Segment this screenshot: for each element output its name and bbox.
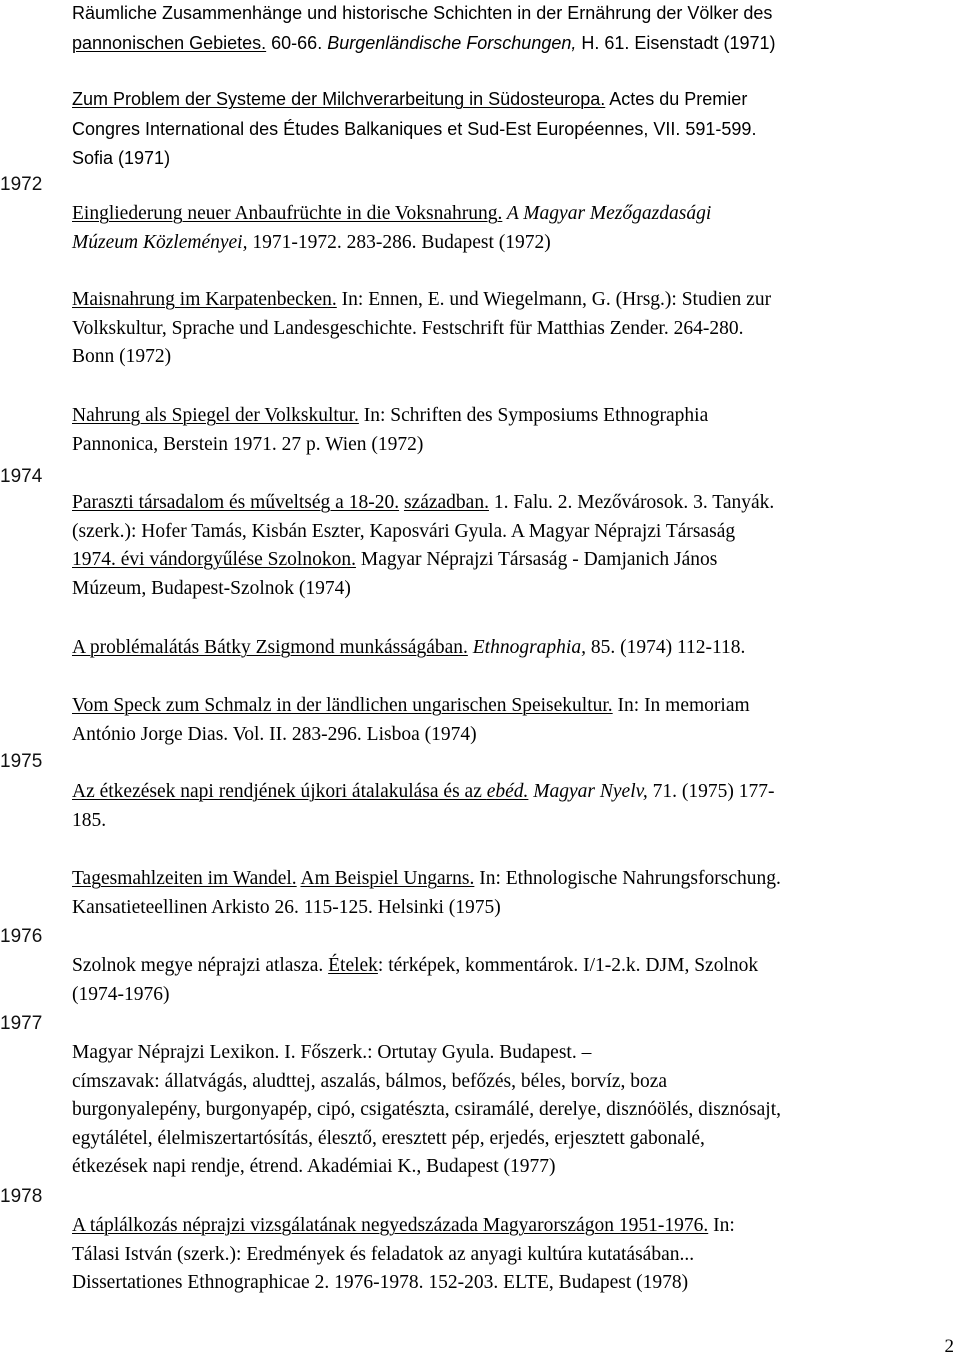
year-label: 1974 [0,466,43,487]
bibliography-entry: Szolnok megye néprajzi atlasza. Ételek: térképek, kommentárok. I/1-2.k. DJM, Szolnok (1974-1976) [72,955,759,1005]
bibliography-entry: A problémalátás Bátky Zsigmond munkásságában. Ethnographia, 85. (1974) 112-118. [72,637,746,658]
bibliography-entry: Magyar Néprajzi Lexikon. I. Főszerk.: Ortutay Gyula. Budapest. – címszavak: állatvágás, aludttej, aszalás, bálmos, befőzés, béles, borvíz, boza burgonyalepény, burgonyapép, cipó, csigatészta, csiramálé, derelye, disznóölés, disznósajt, egytálétel, élelmiszertartósítás, élesztő, eresztett pép, erjedés, erjesztett gabonalé, étkezések napi rendje, étrend. Akadémiai K., Budapest (1977) [72,1042,782,1177]
bibliography-entry: Maisnahrung im Karpatenbecken. In: Ennen, E. und Wiegelmann, G. (Hrsg.): Studien zur Volkskultur, Sprache und Landesgeschichte. Festschrift für Matthias Zender. 264-280. Bonn (1972) [72,289,772,367]
year-label: 1978 [0,1186,43,1207]
bibliography-entry: A táplálkozás néprajzi vizsgálatának negyedszázada Magyarországon 1951-1976. In: Tálasi István (szerk.): Eredmények és feladatok az anyagi kultúra kutatásában... Dissertationes Ethnographicae 2. 1976-1978. 152-203. ELTE, Budapest (1978) [72,1215,735,1293]
bibliography-entry: Räumliche Zusammenhänge und historische Schichten in der Ernährung der Völker des pannonischen Gebietes. 60-66. Burgenländische Forschungen, H. 61. Eisenstadt (1971) [72,3,776,53]
year-label: 1977 [0,1013,43,1034]
bibliography-entry: Paraszti társadalom és műveltség a 18-20. században. 1. Falu. 2. Mezővárosok. 3. Tanyák. (szerk.): Hofer Tamás, Kisbán Eszter, Kaposvári Gyula. A Magyar Néprajzi Társaság 1974. évi vándorgyűlése Szolnokon. Magyar Néprajzi Társaság - Damjanich János Múzeum, Budapest-Szolnok (1974) [72,492,775,599]
year-label: 1976 [0,926,43,947]
year-label: 1972 [0,174,43,195]
bibliography-entry: Nahrung als Spiegel der Volkskultur. In: Schriften des Symposiums Ethnographia Pannonica, Berstein 1971. 27 p. Wien (1972) [72,405,709,455]
bibliography-entry: Tagesmahlzeiten im Wandel. Am Beispiel Ungarns. In: Ethnologische Nahrungsforschung. Kansatieteellinen Arkisto 26. 115-125. Helsinki (1975) [72,868,781,918]
bibliography-entry: Az étkezések napi rendjének újkori átalakulása és az ebéd. Magyar Nyelv, 71. (1975) 177- 185. [72,781,775,831]
bibliography-entry: Zum Problem der Systeme der Milchverarbeitung in Südosteuropa. Actes du Premier Congres International des Études Balkaniques et Sud-Est Européennes, VII. 591-599. Sofia (1971) [72,89,757,168]
year-label: 1975 [0,751,43,772]
bibliography-entry: Vom Speck zum Schmalz in der ländlichen ungarischen Speisekultur. In: In memoriam António Jorge Dias. Vol. II. 283-296. Lisboa (1974) [72,695,750,745]
bibliography-entry: Eingliederung neuer Anbaufrüchte in die Voksnahrung. A Magyar Mezőgazdasági Múzeum Közleményei, 1971-1972. 283-286. Budapest (1972) [72,203,712,253]
page-number: 2 [944,1336,954,1357]
